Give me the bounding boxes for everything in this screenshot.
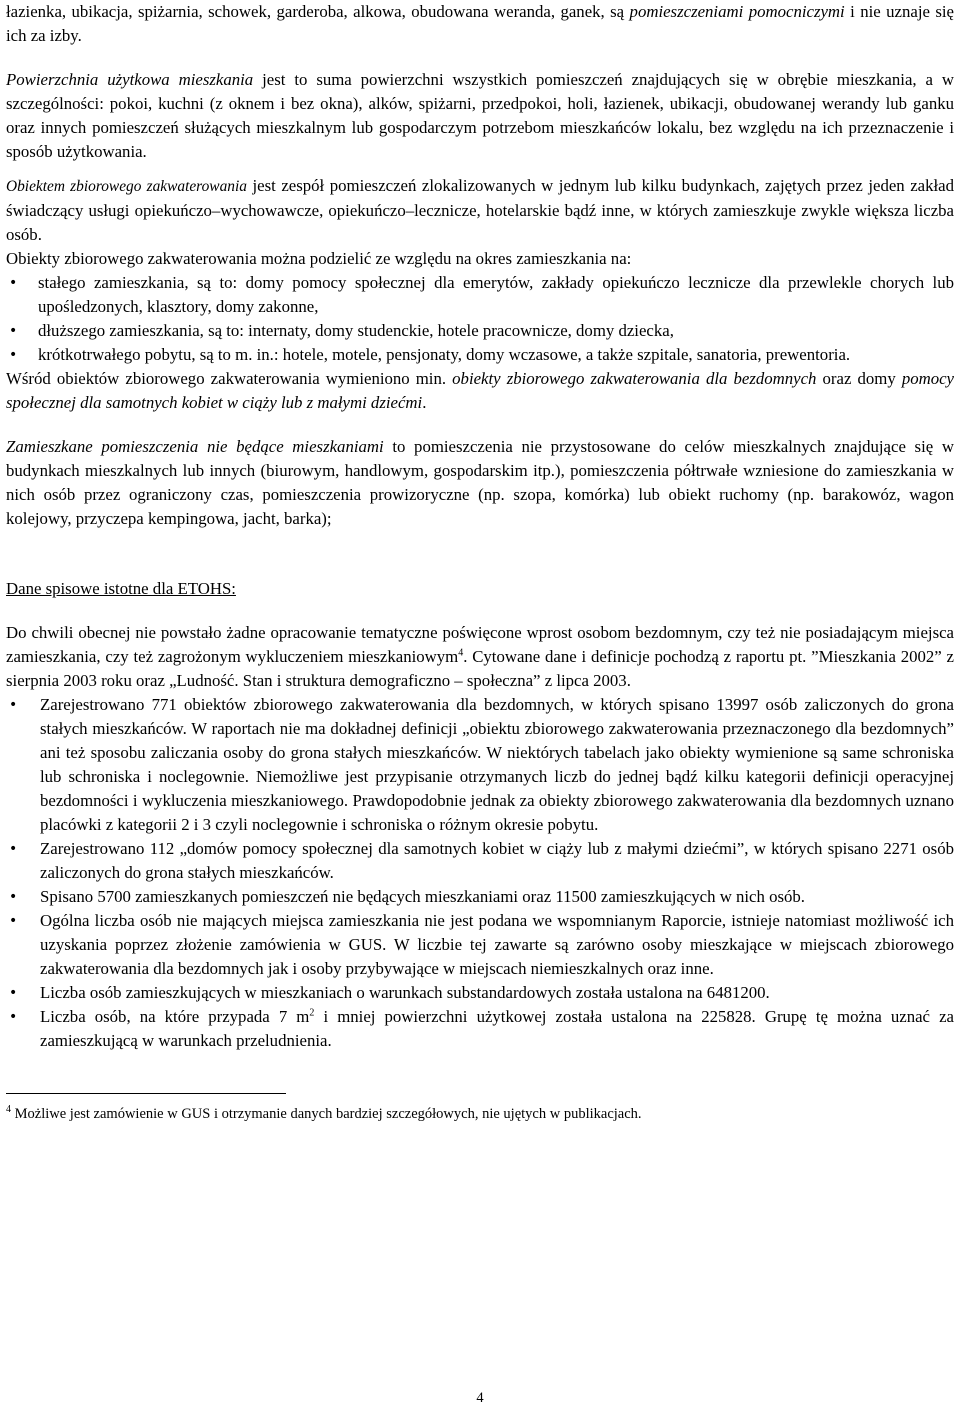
term-emphasis: pomieszczeniami [629, 2, 744, 21]
list-item: • Liczba osób, na które przypada 7 $m^2$ i mniej powierzchni użytkowej została ustalona na 225828. Grupę tę można uznać za zamieszkującą w warunkach przeludnienia. [9, 1007, 954, 1050]
definition-text: jest to suma powierzchni wszystkich pomieszczeń znajdujących się w obrębie mieszkania, a w szczególności: pokoi, kuchni (z oknem i bez okna), alków, spiżarni, przedpokoi, holi, łazienek, ubikacji, obudowanej werandy lub ganku oraz innych pomieszczeń służących mieszkalnym lub gospodarczym potrzebom mieszkańców lokalu, bez względu na ich przeznaczenie i sposób użytkowania. [6, 70, 954, 161]
bullet-icon: • [9, 913, 18, 929]
paragraph-among: Wśród obiektów zbiorowego zakwaterowania wymieniono min. obiekty zbiorowego zakwaterowania dla bezdomnych oraz domy pomocy społecznej dla samotnych kobiet w ciąży lub z małymi dziećmi. [6, 369, 954, 412]
definition-term: Obiektem zbiorowego zakwaterowania [6, 178, 247, 195]
definition-term: Powierzchnia użytkowa mieszkania [6, 70, 254, 89]
list-item: • Zarejestrowano 771 obiektów zbiorowego zakwaterowania dla bezdomnych, w których spisano 13997 osób zaliczonych do grona stałych mieszkańców. W raportach nie ma dokładnej definicji „obiektu zbiorowego zakwaterowania przeznaczonego dla bezdomnych” ani też sposobu zaliczania osoby do grona stałych mieszkańców. W niektórych tabelach jako obiekty wymienione są same schroniska lub schroniska i noclegownie. Niemożliwe jest przypisanie otrzymanych liczb do jednej bądź kilku kategorii definicji operacyjnej bezdomności i wykluczenia mieszkaniowego. Prawdopodobnie jednak za obiekty zbiorowego zakwaterowania dla bezdomnych uznano placówki z kategorii 2 i 3 czyli noclegownie i schroniska o różnym okresie pobytu. [9, 695, 954, 834]
paragraph-collective-object [6, 174, 954, 247]
paragraph-top [6, 0, 954, 48]
footnote: $^4$ Możliwe jest zamówienie w GUS i otrzymanie danych bardziej szczegółowych, nie ujętych w publikacjach. [6, 1104, 642, 1122]
bullet-icon: • [9, 985, 18, 1001]
bullet-icon: • [9, 323, 18, 339]
paragraph-division: Obiekty zbiorowego zakwaterowania można podzielić ze względu na okres zamieszkania na: [6, 249, 632, 268]
list-item: • Zarejestrowano 112 „domów pomocy społecznej dla samotnych kobiet w ciąży lub z małymi dziećmi”, w których spisano 2271 osób zaliczonych do grona stałych mieszkańców. [9, 839, 954, 882]
list-item: • stałego zamieszkania, są to: domy pomocy społecznej dla emerytów, zakłady opiekuńczo lecznicze dla przewlekle chorych lub upośledzonych, klasztory, domy zakonne, [9, 273, 954, 316]
definition-term: Zamieszkane pomieszczenia nie będące mieszkaniami [6, 437, 384, 456]
footnote-divider [6, 1093, 286, 1094]
term-emphasis: obiekty zbiorowego zakwaterowania dla bezdomnych [452, 369, 817, 388]
bullet-icon: • [9, 697, 18, 713]
footnote-number: 4 [6, 1104, 11, 1116]
bullet-icon: • [9, 347, 18, 363]
list-stay-types [6, 271, 954, 367]
list-item: • Spisano 5700 zamieszkanych pomieszczeń nie będących mieszkaniami oraz 11500 zamieszkujących w nich osób. [6, 885, 954, 909]
list-census-data [6, 693, 954, 1053]
paragraph-intro: Do chwili obecnej nie powstało żadne opracowanie tematyczne poświęcone wprost osobom bezdomnym, czy też nie posiadającym miejsca zamieszkania, czy też zagrożonym wykluczeniem mieszkaniowym$^4$. Cytowane dane i definicje pochodzą z raportu pt. ”Mieszkania 2002” z sierpnia 2003 roku oraz „Ludność. Stan i struktura demograficzno – społeczna” z lipca 2003. [6, 623, 954, 690]
definition-text: jest zespół pomieszczeń zlokalizowanych w jednym lub kilku budynkach, zajętych przez jeden zakład świadczący usługi opiekuńczo–wychowawcze, opiekuńczo–lecznicze, hotelarskie bądź inne, w których zamieszkuje zwykle większa liczba osób. [6, 176, 955, 244]
paragraph-non-dwellings [6, 435, 954, 531]
bullet-icon: • [9, 275, 18, 291]
bullet-icon: • [9, 889, 18, 905]
list-item: • dłuższego zamieszkania, są to: internaty, domy studenckie, hotele pracownicze, domy dziecka, [6, 319, 954, 343]
paragraph-usable-area [6, 68, 954, 164]
page-number: 4 [476, 1390, 484, 1406]
superscript: 2 [309, 1007, 315, 1019]
footnote-ref[interactable]: 4 [458, 647, 464, 659]
text: łazienka, ubikacja, spiżarnia, schowek, garderoba, alkowa, obudowana weranda, ganek, są [6, 2, 625, 21]
bullet-icon: • [9, 1009, 18, 1025]
text: i nie uznaje się ich za izby. [6, 2, 954, 45]
definition-text: to pomieszczenia nie przystosowane do celów mieszkalnych znajdujące się w budynkach mieszkalnych lub innych (biurowym, handlowym, gospodarskim itp.), pomieszczenia półtrwałe wzniesione do zamieszkania w nich osób przez ograniczony czas, pomieszczenia prowizoryczne (np. szopa, komórka) lub obiekt ruchomy (np. barakowóz, wagon kolejowy, przyczepa kempingowa, jacht, barka); [6, 437, 954, 528]
term-emphasis: pomocy społecznej dla samotnych kobiet w ciąży lub z małymi dziećmi [6, 369, 954, 412]
list-item: • krótkotrwałego pobytu, są to m. in.: hotele, motele, pensjonaty, domy wczasowe, a także szpitale, sanatoria, prewentoria. [6, 343, 954, 367]
list-item: • Ogólna liczba osób nie mających miejsca zamieszkania nie jest podana we wspomnianym Raporcie, istnieje natomiast możliwość ich uzyskania poprzez złożenie zamówienia w GUS. W liczbie tej zawarte są zarówno osoby mieszkające w miejscach zbiorowego zakwaterowania dla bezdomnych jak i osoby przybywające w miejscach niemieszkalnych oraz inne. [9, 911, 954, 978]
term-emphasis: pomocniczymi [748, 2, 845, 21]
list-item: • Liczba osób zamieszkujących w mieszkaniach o warunkach substandardowych została ustalona na 6481200. [6, 981, 954, 1005]
bullet-icon: • [9, 841, 18, 857]
section-heading: Dane spisowe istotne dla ETOHS: [6, 579, 236, 598]
